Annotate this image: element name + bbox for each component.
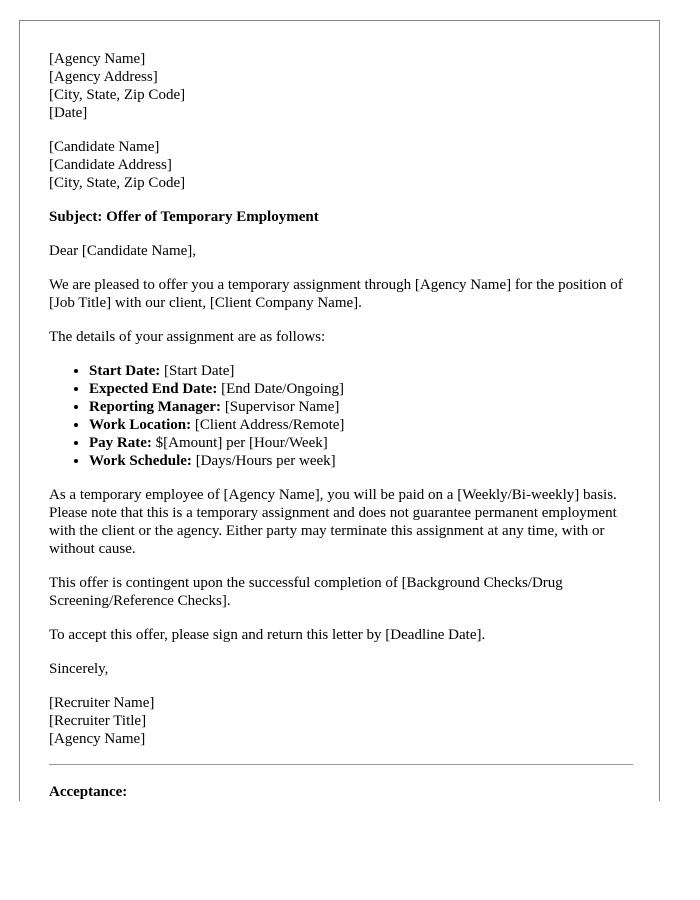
letter-date: [Date]: [49, 105, 88, 121]
detail-label: Start Date:: [89, 363, 161, 379]
signature-agency-name: [Agency Name]: [49, 731, 146, 747]
details-intro: The details of your assignment are as follows:: [49, 329, 326, 345]
detail-label: Expected End Date:: [89, 381, 218, 397]
detail-label: Work Schedule:: [89, 453, 192, 469]
detail-value: [Days/Hours per week]: [191, 453, 336, 469]
sender-block: [49, 50, 634, 122]
sender-agency-address: [Agency Address]: [49, 69, 158, 85]
detail-pay-rate: [89, 434, 634, 452]
detail-end-date: [89, 380, 634, 398]
detail-value: $[Amount] per [Hour/Week]: [151, 435, 328, 451]
letter-page: [19, 20, 660, 801]
detail-label: Reporting Manager:: [89, 399, 222, 415]
recipient-candidate-name: [Candidate Name]: [49, 139, 160, 155]
acceptance-heading: Acceptance:: [49, 784, 128, 800]
recruiter-title: [Recruiter Title]: [49, 713, 147, 729]
signature-block: [49, 694, 634, 748]
detail-label: Work Location:: [89, 417, 192, 433]
intro-paragraph: We are pleased to offer you a temporary assignment through [Agency Name] for the position of [Job Title] with our client, [Client Company Name].: [49, 277, 623, 311]
detail-work-schedule: [89, 452, 634, 470]
detail-work-location: [89, 416, 634, 434]
letter-content: [49, 50, 634, 801]
detail-label: Pay Rate:: [89, 435, 152, 451]
subject-line: Subject: Offer of Temporary Employment: [49, 209, 319, 225]
pay-paragraph: As a temporary employee of [Agency Name], you will be paid on a [Weekly/Bi-weekly] basis. Please note that this is a temporary assignment and does not guarantee permanent employment with the client or the agency. Either party may terminate this assignment at any time, with or without cause.: [49, 487, 617, 557]
closing: Sincerely,: [49, 661, 109, 677]
greeting: Dear [Candidate Name],: [49, 243, 197, 259]
section-divider: [49, 764, 633, 765]
detail-start-date: [89, 362, 634, 380]
recruiter-name: [Recruiter Name]: [49, 695, 155, 711]
detail-value: [End Date/Ongoing]: [217, 381, 344, 397]
accept-paragraph: To accept this offer, please sign and return this letter by [Deadline Date].: [49, 627, 486, 643]
recipient-candidate-address: [Candidate Address]: [49, 157, 172, 173]
sender-agency-name: [Agency Name]: [49, 51, 146, 67]
detail-value: [Supervisor Name]: [221, 399, 340, 415]
detail-reporting-manager: [89, 398, 634, 416]
recipient-block: [49, 138, 634, 192]
assignment-details-list: [49, 362, 634, 470]
contingency-paragraph: This offer is contingent upon the successful completion of [Background Checks/Drug Screening/Reference Checks].: [49, 575, 563, 609]
recipient-city-state-zip: [City, State, Zip Code]: [49, 175, 186, 191]
detail-value: [Start Date]: [160, 363, 235, 379]
detail-value: [Client Address/Remote]: [191, 417, 345, 433]
sender-city-state-zip: [City, State, Zip Code]: [49, 87, 186, 103]
